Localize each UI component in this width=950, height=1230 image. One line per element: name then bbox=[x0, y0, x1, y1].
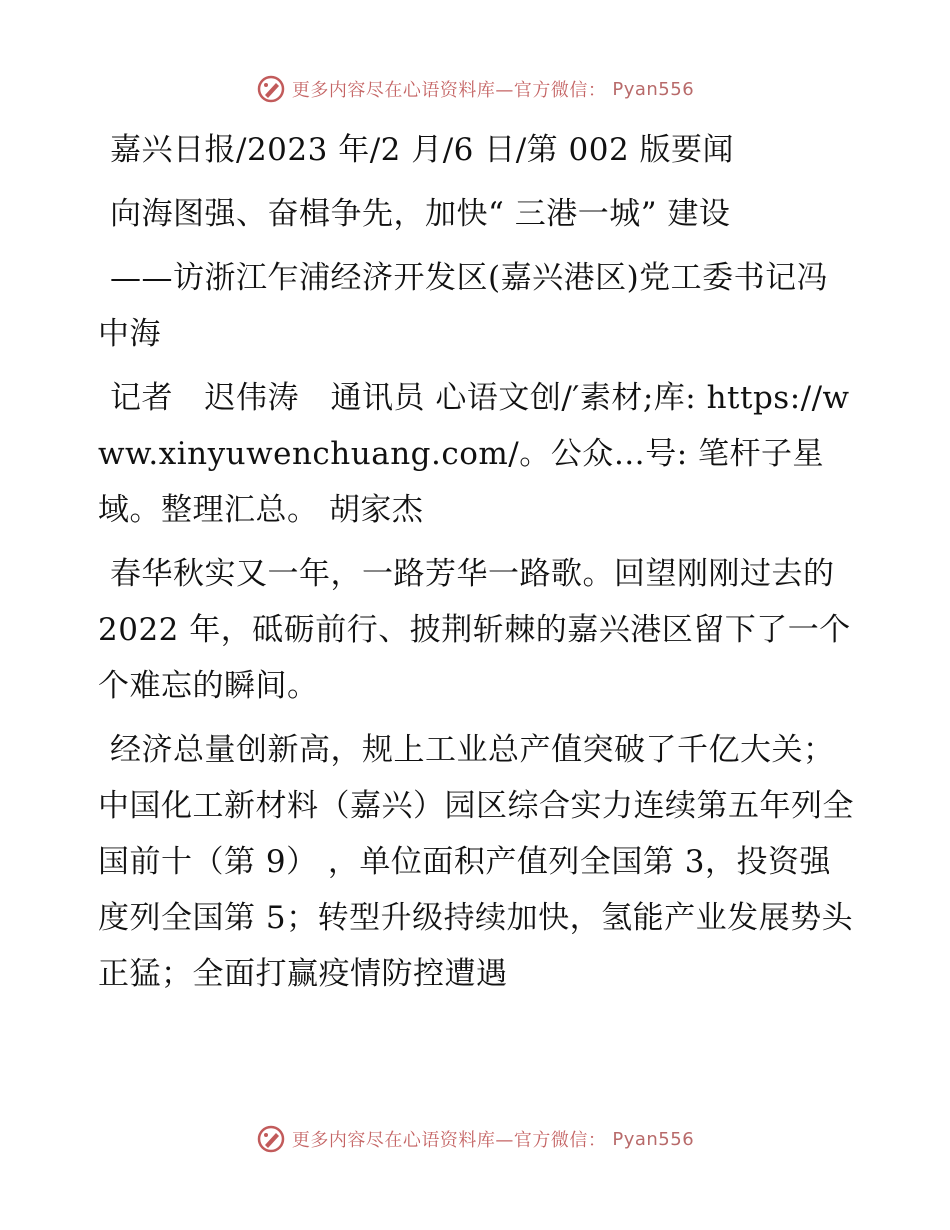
document-body bbox=[98, 122, 858, 1010]
pen-logo-icon bbox=[256, 1124, 286, 1154]
watermark-header bbox=[0, 74, 950, 104]
headline: 向海图强、奋楫争先，加快“ 三港一城” 建设 bbox=[110, 196, 731, 232]
pen-logo-icon bbox=[256, 74, 286, 104]
watermark-contact: Pyan556 bbox=[612, 1128, 695, 1150]
watermark-contact: Pyan556 bbox=[612, 78, 695, 100]
watermark-text: 更多内容尽在心语资料库—官方微信： bbox=[291, 1130, 607, 1151]
byline: 记者 迟伟涛 通讯员 心语文创/′素材;库: https://www.xinyuwenchuang.com/。公众…号: 笔杆子星域。整理汇总。 胡家杰 bbox=[98, 380, 850, 528]
watermark-footer bbox=[0, 1124, 950, 1154]
body-paragraph: 经济总量创新高，规上工业总产值突破了千亿大关；中国化工新材料（嘉兴）园区综合实力连续第五年列全国前十（第 9） ，单位面积产值列全国第 3，投资强度列全国第 5；转型升级持续加快，氢能产业发展势头正猛；全面打赢疫情防控遭遇 bbox=[98, 732, 854, 992]
source-line: 嘉兴日报/2023 年/2 月/6 日/第 002 版要闻 bbox=[110, 132, 735, 168]
body-paragraph: 春华秋实又一年，一路芳华一路歌。回望刚刚过去的 2022 年，砥砺前行、披荆斩棘的嘉兴港区留下了一个个难忘的瞬间。 bbox=[98, 556, 851, 704]
watermark-text: 更多内容尽在心语资料库—官方微信： bbox=[291, 80, 607, 101]
subheadline: ——访浙江乍浦经济开发区(嘉兴港区)党工委书记冯中海 bbox=[98, 260, 829, 352]
